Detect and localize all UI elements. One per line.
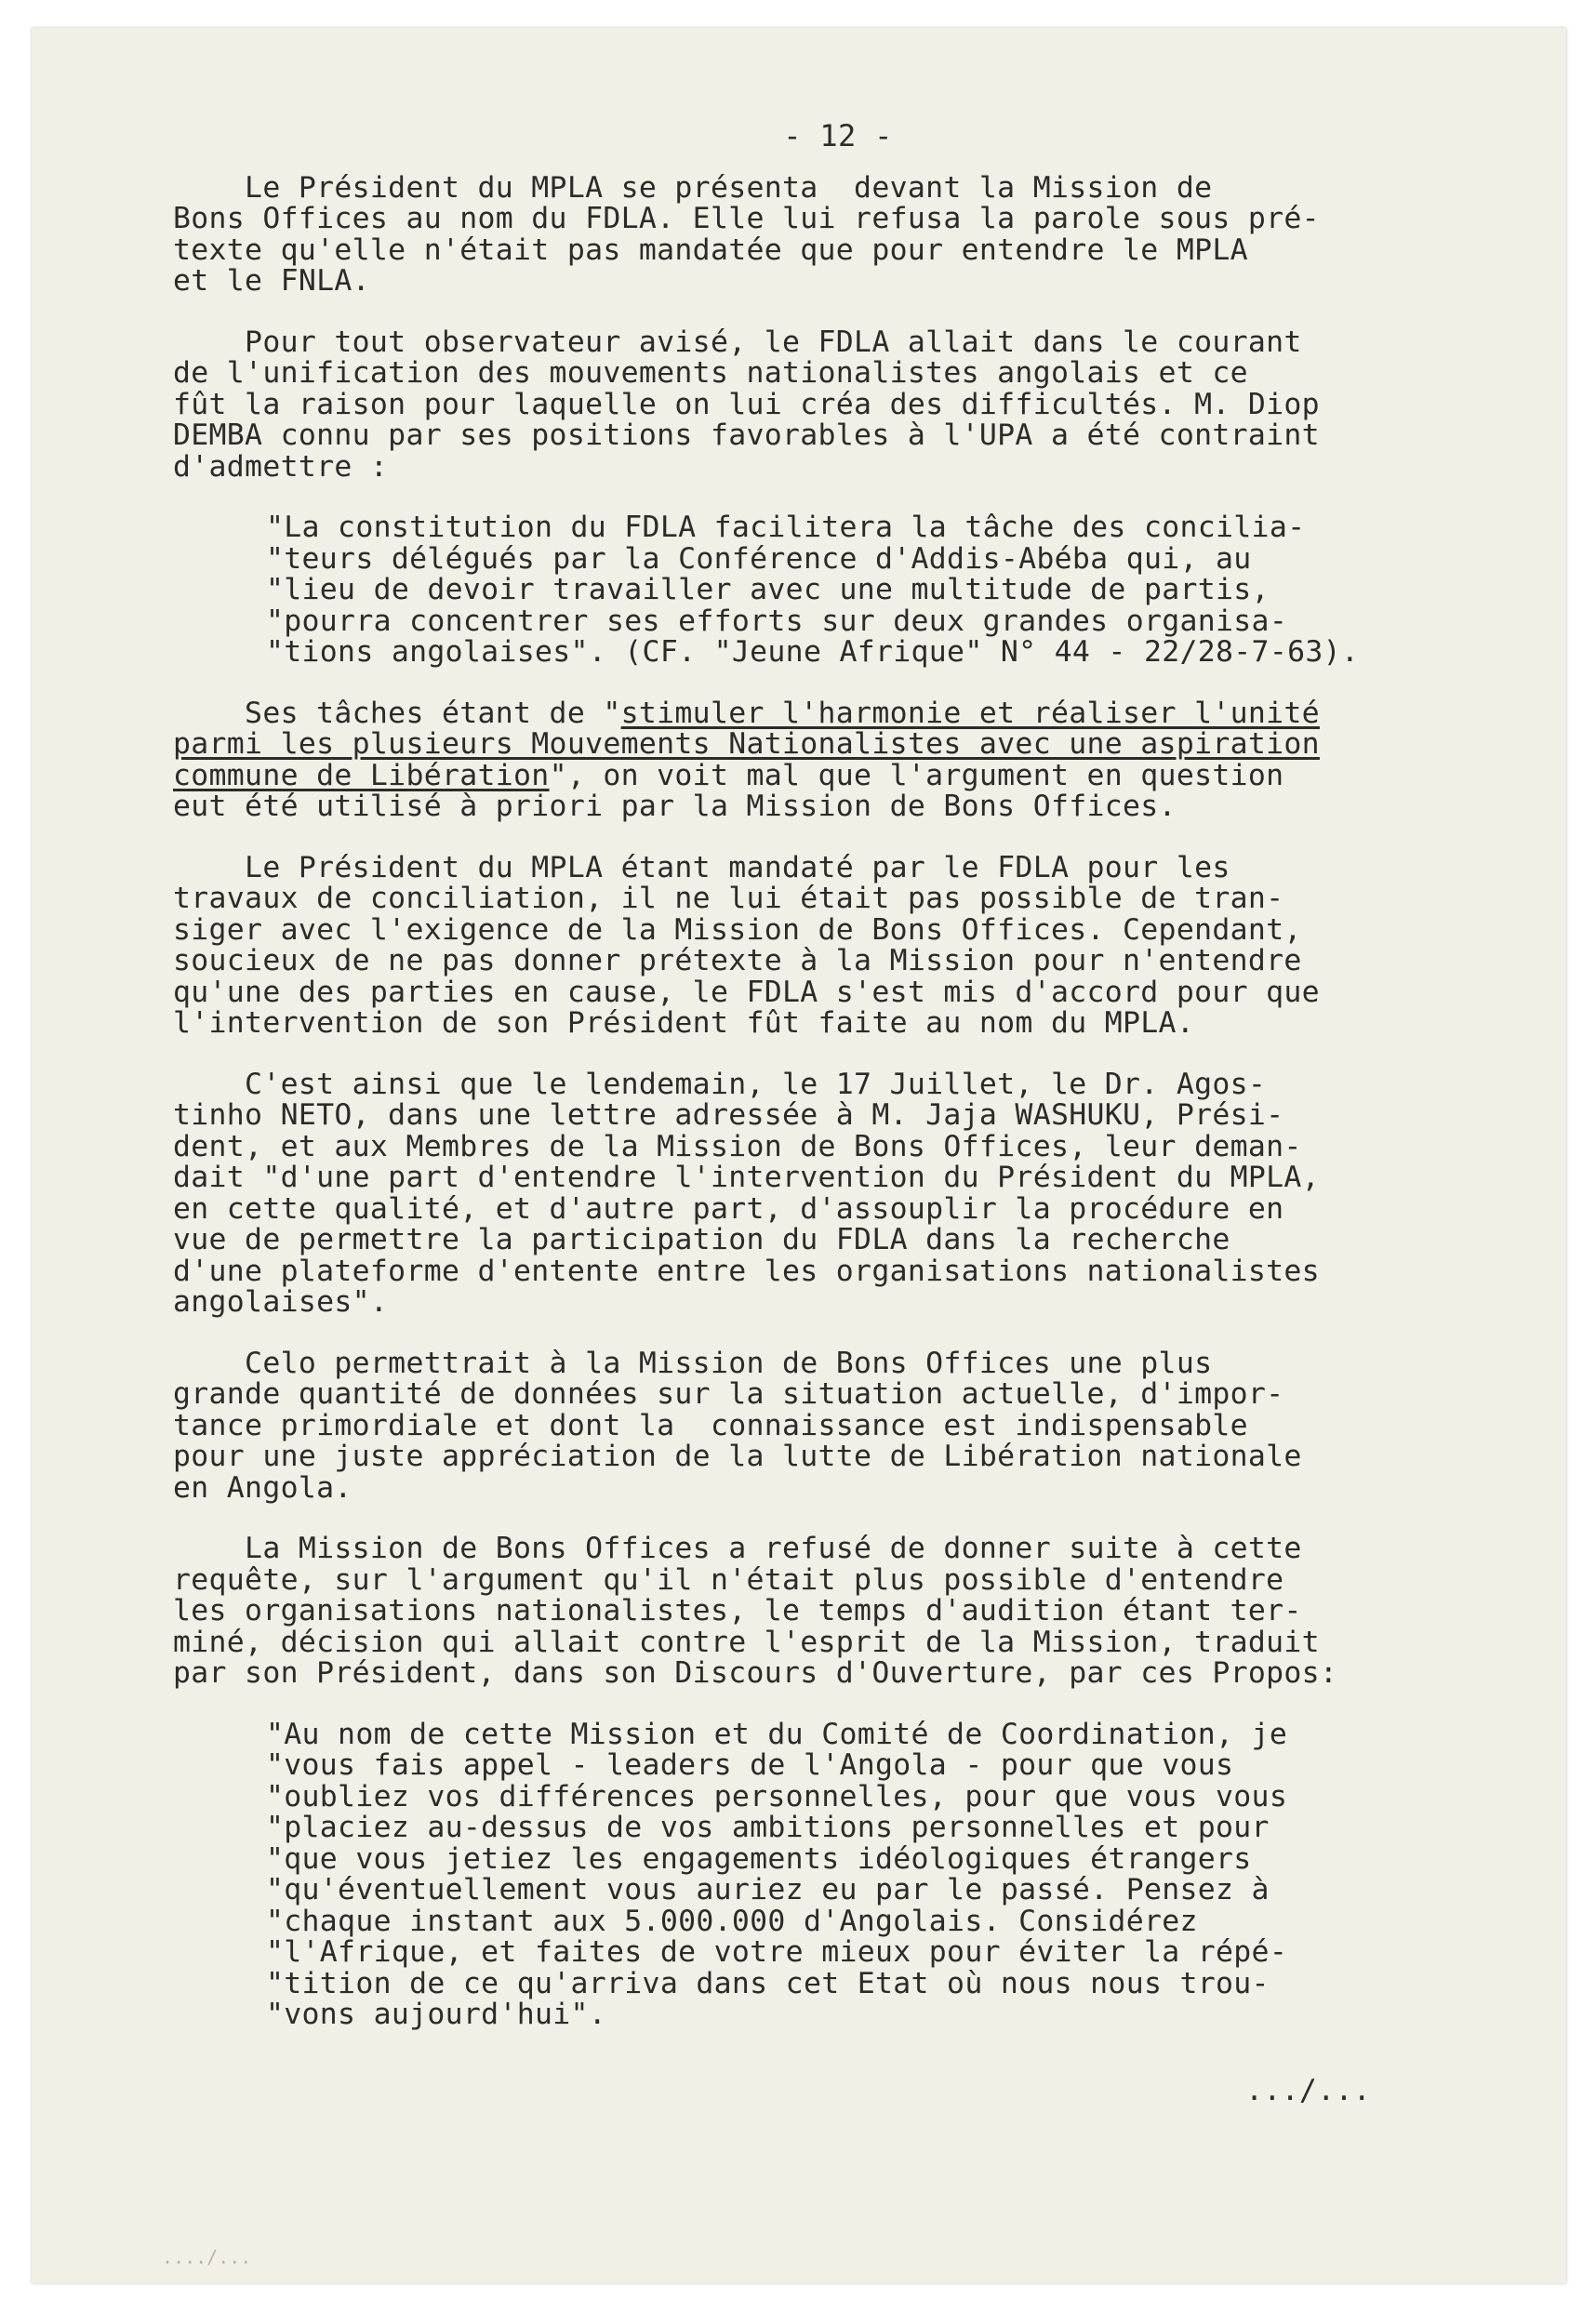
quote-block-2: "Au nom de cette Mission et du Comité de Coordination, je "vous fais appel - leaders de l'Angola - pour que vous "oubliez vos différences personnelles, pour que vous vous "placiez au-dessus de vos ambitions personnelles et pour "que vous jetiez les engagements idéologiques étrangers "qu'éventuellement vous auriez eu par le passé. Pensez à "chaque instant aux 5.000.000 d'Angolais. Considérez "l'Afrique, et faites de votre mieux pour éviter la répé- "tition de ce qu'arriva dans cet Etat où nous nous trou- "vons aujourd'hui". xyxy=(266,1717,1288,2031)
document-body xyxy=(173,118,1419,2107)
underlined-text: parmi les plusieurs Mouvements Nationalistes avec une aspiration xyxy=(173,727,1320,761)
paragraph-4: Le Président du MPLA étant mandaté par le FDLA pour les travaux de conciliation, il ne lui était pas possible de tran- siger avec l'exigence de la Mission de Bons Offices. Cependant, soucieux de ne pas donner prétexte à la Mission pour n'entendre qu'une des parties en cause, le FDLA s'est mis d'accord pour que l'intervention de son Président fût faite au nom du MPLA. xyxy=(173,850,1320,1040)
paragraph-5: C'est ainsi que le lendemain, le 17 Juillet, le Dr. Agos- tinho NETO, dans une lettre adressée à M. Jaja WASHUKU, Prési- dent, et aux Membres de la Mission de Bons Offices, leur deman- dait "d'une part d'entendre l'intervention du Président du MPLA, en cette qualité, et d'autre part, d'assouplir la procédure en vue de permettre la participation du FDLA dans la recherche d'une plateforme d'entente entre les organisations nationalistes angolaises". xyxy=(173,1067,1320,1319)
page-number: - 12 - xyxy=(783,118,893,153)
paragraph-2: Pour tout observateur avisé, le FDLA allait dans le courant de l'unification des mouvements nationalistes angolais et ce fût la raison pour laquelle on lui créa des difficultés. M. Diop DEMBA connu par ses positions favorables à l'UPA a été contraint d'admettre : xyxy=(173,325,1320,484)
quote-block-1: "La constitution du FDLA facilitera la tâche des concilia- "teurs délégués par la Conférence d'Addis-Abéba qui, au "lieu de devoir travailler avec une multitude de partis, "pourra concentrer ses efforts sur deux grandes organisa- "tions angolaises". (CF. "Jeune Afrique" N° 44 - 22/28-7-63). xyxy=(266,511,1360,669)
paragraph-7: La Mission de Bons Offices a refusé de donner suite à cette requête, sur l'argument qu'il n'était plus possible d'entendre les organisations nationalistes, le temps d'audition étant ter- miné, décision qui allait contre l'esprit de la Mission, traduit par son Président, dans son Discours d'Ouverture, par ces Propos: xyxy=(173,1532,1338,1690)
paragraph-6: Celo permettrait à la Mission de Bons Offices une plus grande quantité de données sur la situation actuelle, d'impor- tance primordiale et dont la connaissance est indispensable pour une juste appréciation de la lutte de Libération nationale en Angola. xyxy=(173,1346,1302,1505)
paragraph-1: Le Président du MPLA se présenta devant la Mission de Bons Offices au nom du FDLA. Elle lui refusa la parole sous pré- texte qu'elle n'était pas mandatée que pour entendre le MPLA et le FNLA. xyxy=(173,170,1320,298)
paragraph-underlined: Ses tâches étant de "stimuler l'harmonie et réaliser l'unité parmi les plusieurs Mouvements Nationalistes avec une aspiration commune de Libération", on voit mal que l'argument en question eut été utilisé à priori par la Mission de Bons Offices. xyxy=(173,696,1320,823)
underlined-text: stimuler l'harmonie et réaliser l'unité xyxy=(620,696,1320,730)
corner-mark: ..../... xyxy=(162,2246,252,2268)
continuation-marker: .../... xyxy=(1245,2073,1371,2107)
underlined-text: commune de Libération xyxy=(173,758,550,792)
document-page xyxy=(32,28,1566,2283)
